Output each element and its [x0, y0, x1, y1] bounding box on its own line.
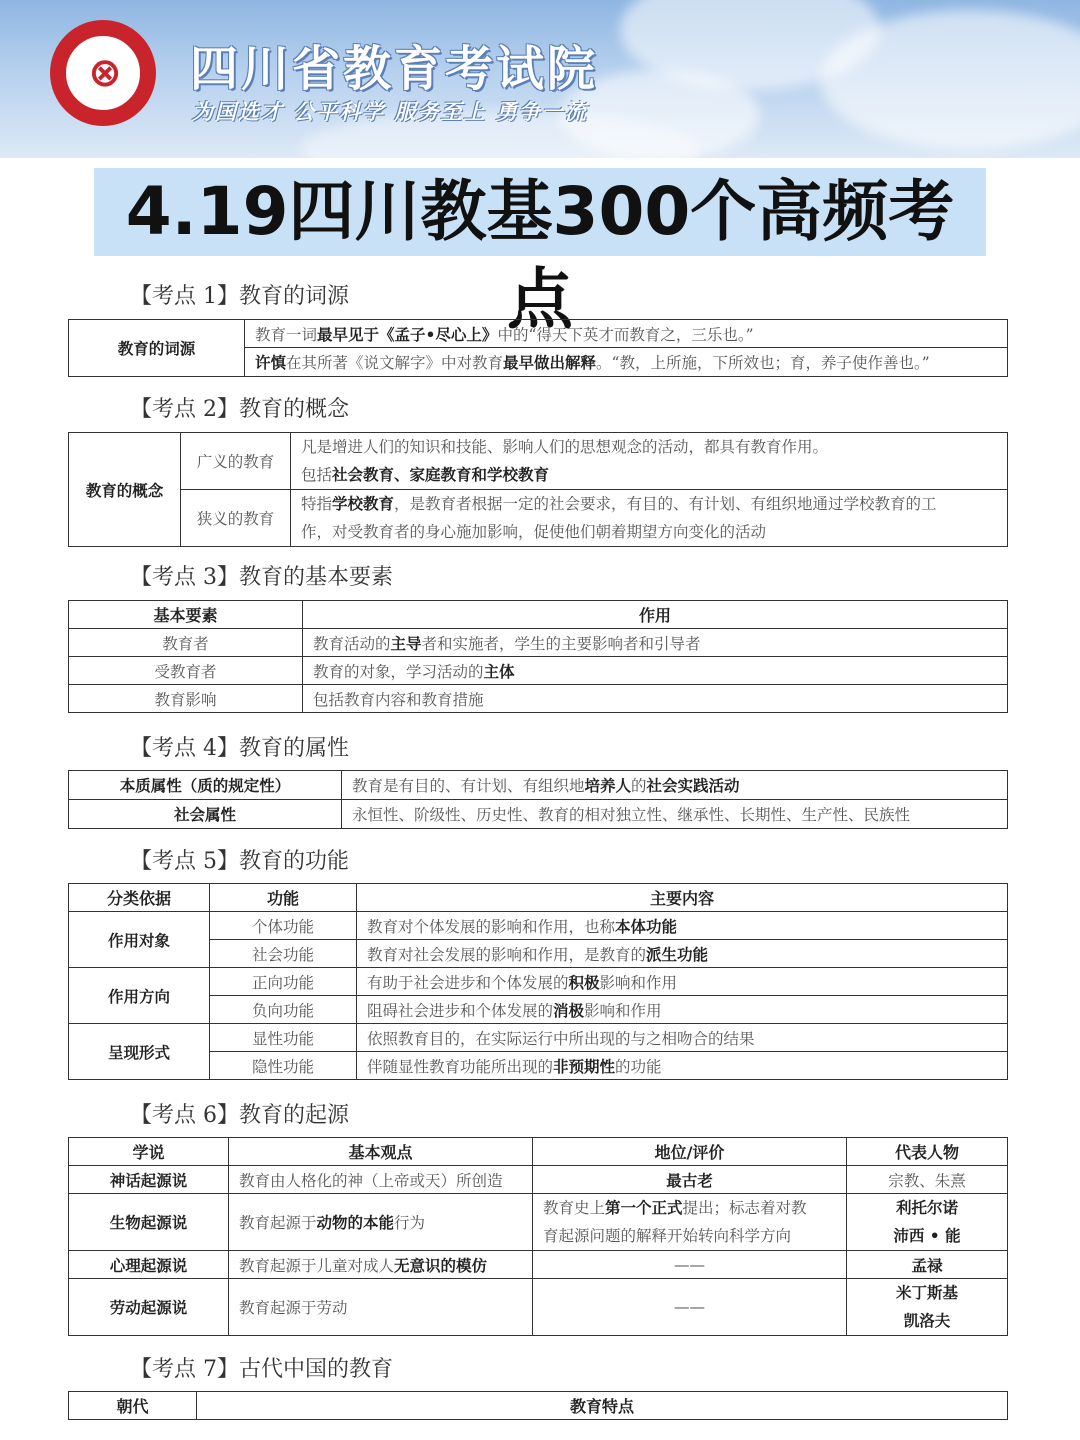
- table-row: [69, 912, 1008, 940]
- text: 提出；标志着对教: [682, 1199, 807, 1217]
- institution-motto: 为国选才 公平科学 服务至上 勇争一流: [192, 99, 588, 124]
- origin-theory: 神话起源说: [69, 1166, 229, 1194]
- section-heading-6: 【考点 6】教育的起源: [130, 1103, 349, 1128]
- function-desc: [357, 996, 1008, 1024]
- column-header: 教育特点: [197, 1392, 1008, 1420]
- attribute-desc: [342, 800, 1008, 829]
- bold-text: 第一个正式: [605, 1198, 683, 1217]
- text: ——: [674, 1255, 705, 1274]
- rich-line: [301, 433, 997, 461]
- bold-text: 社会实践活动: [646, 776, 740, 795]
- text: 影响和作用: [584, 1001, 662, 1020]
- table-attributes: [68, 770, 1008, 829]
- section-heading-7: 【考点 7】古代中国的教育: [130, 1357, 393, 1382]
- text: 育起源问题的解释开始转向科学方向: [543, 1227, 792, 1245]
- function-name: 负向功能: [210, 996, 357, 1024]
- text: 教育起源于: [239, 1214, 317, 1232]
- bold-text: 本体功能: [615, 916, 678, 936]
- text: 教育起源于劳动: [239, 1299, 348, 1317]
- attribute-desc: [342, 771, 1008, 800]
- table-ancient-china: [68, 1391, 1008, 1420]
- row-label: 教育的概念: [69, 433, 181, 547]
- column-header: 基本观点: [229, 1138, 533, 1166]
- bold-text: 积极: [568, 972, 600, 992]
- function-name: 正向功能: [210, 968, 357, 996]
- attribute-name: 社会属性: [69, 800, 342, 829]
- bold-text: 沛西 • 能: [893, 1226, 961, 1245]
- origin-theory: 心理起源说: [69, 1251, 229, 1279]
- rich-cell: [245, 320, 1008, 348]
- rich-line: [301, 490, 997, 518]
- function-desc: [357, 968, 1008, 996]
- row-label: 广义的教育: [181, 433, 291, 490]
- origin-theory: 劳动起源说: [69, 1279, 229, 1336]
- rich-line: [543, 1194, 836, 1222]
- section-heading-5: 【考点 5】教育的功能: [130, 849, 349, 874]
- text: 教育一词: [255, 325, 318, 344]
- element-role: [303, 629, 1008, 657]
- column-header: 功能: [210, 884, 357, 912]
- element-role: [303, 657, 1008, 685]
- table-row: [69, 996, 1008, 1024]
- column-header: 主要内容: [357, 884, 1008, 912]
- bold-text: 社会教育、家庭教育和学校教育: [332, 465, 550, 484]
- bold-text: 利托尔诺: [895, 1198, 958, 1217]
- text: 宗教、朱熹: [888, 1171, 966, 1190]
- rich-cell: [229, 1194, 533, 1251]
- bold-text: 最早见于《孟子•尽心上》: [317, 324, 498, 344]
- element-name: 教育影响: [69, 685, 303, 713]
- rich-cell: [533, 1166, 847, 1194]
- rich-line: [857, 1307, 997, 1335]
- function-name: 隐性功能: [210, 1052, 357, 1080]
- rich-cell: [533, 1251, 847, 1279]
- table-row: [69, 771, 1008, 800]
- bold-text: 培养人: [584, 776, 632, 795]
- text: 包括教育内容和教育措施: [313, 690, 484, 709]
- bold-text: 最早做出解释: [503, 353, 597, 372]
- table-row: [69, 657, 1008, 685]
- text: 的: [631, 777, 647, 795]
- text: 凡是增进人们的知识和技能、影响人们的思想观念的活动，都具有教育作用。: [301, 438, 829, 456]
- element-role: [303, 685, 1008, 713]
- rich-line: [857, 1194, 997, 1222]
- rich-cell: [229, 1166, 533, 1194]
- bold-text: 主导: [390, 633, 422, 653]
- rich-cell: [245, 348, 1008, 377]
- bold-text: 学校教育: [332, 494, 395, 513]
- rich-cell: [847, 1251, 1008, 1279]
- text: 中的“得天下英才而教育之，三乐也。”: [497, 325, 754, 344]
- table-row: [69, 685, 1008, 713]
- page-title: 4.19四川教基300个高频考点: [125, 173, 955, 338]
- rich-cell: [229, 1279, 533, 1336]
- section-heading-2: 【考点 2】教育的概念: [130, 397, 349, 422]
- text: 教育是有目的、有计划、有组织地: [352, 777, 585, 795]
- bold-text: 米丁斯基: [895, 1283, 958, 1302]
- row-label: 狭义的教育: [181, 490, 291, 547]
- bold-text: 许慎: [255, 353, 287, 372]
- rich-line: [301, 461, 997, 489]
- function-desc: [357, 1024, 1008, 1052]
- column-header: 作用: [303, 601, 1008, 629]
- rich-line: [857, 1279, 997, 1307]
- function-desc: [357, 912, 1008, 940]
- text: 者和实施者，学生的主要影响者和引导者: [421, 634, 701, 653]
- text: 教育起源于儿童对成人: [239, 1256, 395, 1275]
- column-header: 分类依据: [69, 884, 210, 912]
- text: 教育由人格化的神（上帝或天）所创造: [239, 1171, 503, 1190]
- origin-theory: 生物起源说: [69, 1194, 229, 1251]
- table-origins: [68, 1137, 1008, 1336]
- text: 影响和作用: [599, 973, 678, 992]
- rich-cell: [533, 1279, 847, 1336]
- table-elements: [68, 600, 1008, 713]
- bold-text: 派生功能: [646, 944, 709, 964]
- section-heading-3: 【考点 3】教育的基本要素: [130, 565, 393, 590]
- rich-cell: [229, 1251, 533, 1279]
- rich-line: [301, 518, 997, 546]
- text: 教育史上: [543, 1199, 606, 1217]
- text: 在其所著《说文解字》中对教育: [286, 354, 504, 372]
- logo-seal-icon: ⊗: [88, 50, 122, 96]
- text: 依照教育目的，在实际运行中所出现的与之相吻合的结果: [367, 1029, 755, 1048]
- text: 的功能: [615, 1057, 662, 1076]
- bold-text: 动物的本能: [316, 1213, 395, 1232]
- function-name: 显性功能: [210, 1024, 357, 1052]
- table-row: [69, 1024, 1008, 1052]
- table-row: [69, 940, 1008, 968]
- section-heading-1: 【考点 1】教育的词源: [130, 284, 349, 309]
- element-name: 受教育者: [69, 657, 303, 685]
- text: ——: [674, 1298, 705, 1316]
- bold-text: 孟禄: [911, 1255, 943, 1275]
- table-functions: [68, 883, 1008, 1080]
- header-banner: [0, 0, 1080, 158]
- text: ，是教育者根据一定的社会要求，有目的、有计划、有组织地通过学校教育的工: [394, 495, 937, 513]
- column-header: 地位/评价: [533, 1138, 847, 1166]
- function-basis: 呈现形式: [69, 1024, 210, 1080]
- text: 作，对受教育者的身心施加影响，促使他们朝着期望方向变化的活动: [301, 523, 767, 541]
- row-label: 教育的词源: [69, 320, 245, 377]
- bold-text: 无意识的模仿: [394, 1255, 488, 1275]
- function-basis: 作用方向: [69, 968, 210, 1024]
- text: 教育对社会发展的影响和作用，是教育的: [367, 945, 647, 964]
- bold-text: 主体: [483, 661, 515, 681]
- rich-line: [857, 1222, 997, 1250]
- function-desc: [357, 940, 1008, 968]
- text: 行为: [394, 1214, 426, 1232]
- text: 教育对个体发展的影响和作用，也称: [367, 917, 616, 936]
- function-name: 社会功能: [210, 940, 357, 968]
- bold-text: 凯洛夫: [903, 1311, 951, 1330]
- attribute-name: 本质属性（质的规定性）: [69, 771, 342, 800]
- text: 有助于社会进步和个体发展的: [367, 973, 569, 992]
- text: 教育的对象，学习活动的: [313, 662, 484, 681]
- section-heading-4: 【考点 4】教育的属性: [130, 736, 349, 761]
- table-etymology: [68, 319, 1008, 377]
- table-row: [69, 1052, 1008, 1080]
- institution-logo: [50, 20, 156, 126]
- function-desc: [357, 1052, 1008, 1080]
- table-row: [69, 800, 1008, 829]
- bold-text: 消极: [553, 1000, 585, 1020]
- bold-text: 最古老: [666, 1170, 713, 1190]
- bold-text: 非预期性: [553, 1056, 616, 1076]
- text: 。“教，上所施，下所效也；育，养子使作善也。”: [596, 354, 930, 372]
- text: 阻碍社会进步和个体发展的: [367, 1001, 554, 1020]
- element-name: 教育者: [69, 629, 303, 657]
- column-header: 朝代: [69, 1392, 197, 1420]
- table-row: [69, 629, 1008, 657]
- institution-name: 四川省教育考试院: [190, 41, 599, 97]
- function-basis: 作用对象: [69, 912, 210, 968]
- table-concept: [68, 432, 1008, 547]
- column-header: 代表人物: [847, 1138, 1008, 1166]
- rich-cell: [847, 1166, 1008, 1194]
- text: 包括: [301, 466, 333, 484]
- column-header: 基本要素: [69, 601, 303, 629]
- text: 特指: [301, 495, 333, 513]
- function-name: 个体功能: [210, 912, 357, 940]
- text: 教育活动的: [313, 634, 391, 653]
- column-header: 学说: [69, 1138, 229, 1166]
- rich-line: [543, 1222, 836, 1250]
- text: 伴随显性教育功能所出现的: [367, 1057, 554, 1076]
- text: 永恒性、阶级性、历史性、教育的相对独立性、继承性、长期性、生产性、民族性: [352, 806, 911, 824]
- table-row: [69, 968, 1008, 996]
